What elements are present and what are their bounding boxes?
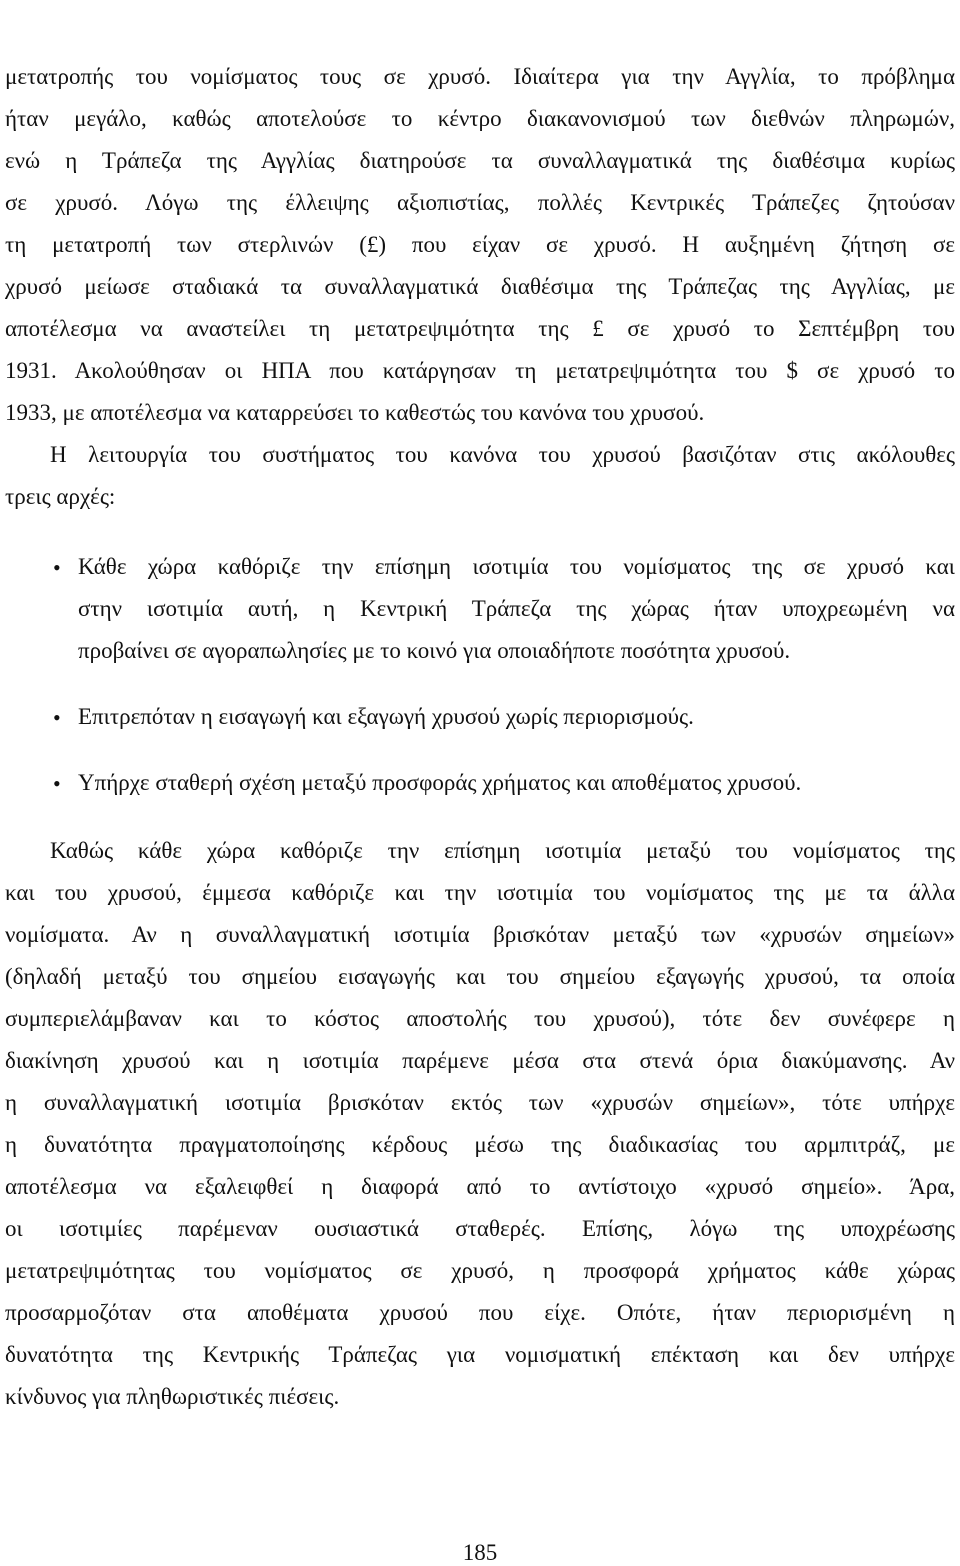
text-line: συμπεριελάμβαναν και το κόστος αποστολής του χρυσού), τότε δεν συνέφερε η — [5, 1006, 955, 1031]
text-line: (δηλαδή μεταξύ του σημείου εισαγωγής και του σημείου εξαγωγής χρυσού, τα οποία — [5, 964, 955, 989]
text-line: ήταν μεγάλο, καθώς αποτελούσε το κέντρο διακανονισμού των διεθνών πληρωμών, — [5, 106, 955, 131]
text-line: χρυσό μείωσε σταδιακά τα συναλλαγματικά διαθέσιμα της Τράπεζας της Αγγλίας, με — [5, 274, 955, 299]
text-line: οι ισοτιμίες παρέμεναν ουσιαστικά σταθερές. Επίσης, λόγω της υποχρέωσης — [5, 1216, 955, 1241]
text-line: διακίνηση χρυσού και η ισοτιμία παρέμενε μέσα στα στενά όρια διακύμανσης. Αν — [5, 1048, 955, 1073]
text-line: η δυνατότητα πραγματοποίησης κέρδους μέσω της διαδικασίας του αρμπιτράζ, με — [5, 1132, 955, 1157]
text-line: προβαίνει σε αγοραπωλησίες με το κοινό για οποιαδήποτε ποσότητα χρυσού. — [78, 638, 791, 663]
text-line: Η λειτουργία του συστήματος του κανόνα του χρυσού βασιζόταν στις ακόλουθες — [50, 442, 955, 467]
text-line: προσαρμοζόταν στα αποθέματα χρυσού που είχε. Οπότε, ήταν περιορισμένη η — [5, 1300, 955, 1325]
text-line: κίνδυνος για πληθωριστικές πιέσεις. — [5, 1384, 340, 1409]
text-line: Καθώς κάθε χώρα καθόριζε την επίσημη ισοτιμία μεταξύ του νομίσματος της — [50, 838, 955, 863]
text-line: νομίσματα. Αν η συναλλαγματική ισοτιμία βρισκόταν μεταξύ των «χρυσών σημείων» — [5, 922, 955, 947]
text-line: αποτέλεσμα να αναστείλει τη μετατρεψιμότητα της £ σε χρυσό το Σεπτέμβρη του — [5, 316, 955, 341]
text-line: Κάθε χώρα καθόριζε την επίσημη ισοτιμία του νομίσματος της σε χρυσό και — [78, 554, 955, 579]
text-line: 1933, με αποτέλεσμα να καταρρεύσει το καθεστώς του κανόνα του χρυσού. — [5, 400, 705, 425]
text-line: Επιτρεπόταν η εισαγωγή και εξαγωγή χρυσού χωρίς περιορισμούς. — [78, 704, 694, 729]
text-line: και του χρυσού, έμμεσα καθόριζε και την ισοτιμία του νομίσματος της με τα άλλα — [5, 880, 955, 905]
text-line: Υπήρχε σταθερή σχέση μεταξύ προσφοράς χρήματος και αποθέματος χρυσού. — [78, 770, 802, 795]
text-line: τη μετατροπή των στερλινών (£) που είχαν σε χρυσό. Η αυξημένη ζήτηση σε — [5, 232, 955, 257]
bullet-marker: • — [53, 555, 61, 580]
text-line: ενώ η Τράπεζα της Αγγλίας διατηρούσε τα συναλλαγματικά της διαθέσιμα κυρίως — [5, 148, 955, 173]
bullet-marker: • — [53, 705, 61, 730]
page-number: 185 — [462, 1540, 498, 1565]
text-line: στην ισοτιμία αυτή, η Κεντρική Τράπεζα της χώρας ήταν υποχρεωμένη να — [78, 596, 955, 621]
text-line: μετατρεψιμότητας του νομίσματος σε χρυσό, η προσφορά χρήματος κάθε χώρας — [5, 1258, 955, 1283]
bullet-marker: • — [53, 771, 61, 796]
text-line: αποτέλεσμα να εξαλειφθεί η διαφορά από το αντίστοιχο «χρυσό σημείο». Άρα, — [5, 1174, 955, 1199]
text-line: μετατροπής του νομίσματος τους σε χρυσό. Ιδιαίτερα για την Αγγλία, το πρόβλημα — [5, 64, 955, 89]
text-line: δυνατότητα της Κεντρικής Τράπεζας για νομισματική επέκταση και δεν υπήρχε — [5, 1342, 955, 1367]
text-line: η συναλλαγματική ισοτιμία βρισκόταν εκτός των «χρυσών σημείων», τότε υπήρχε — [5, 1090, 955, 1115]
text-line: σε χρυσό. Λόγω της έλλειψης αξιοπιστίας, πολλές Κεντρικές Τράπεζες ζητούσαν — [5, 190, 955, 215]
text-line: τρεις αρχές: — [5, 484, 116, 509]
text-line: 1931. Ακολούθησαν οι ΗΠΑ που κατάργησαν τη μετατρεψιμότητα του $ σε χρυσό το — [5, 358, 955, 383]
